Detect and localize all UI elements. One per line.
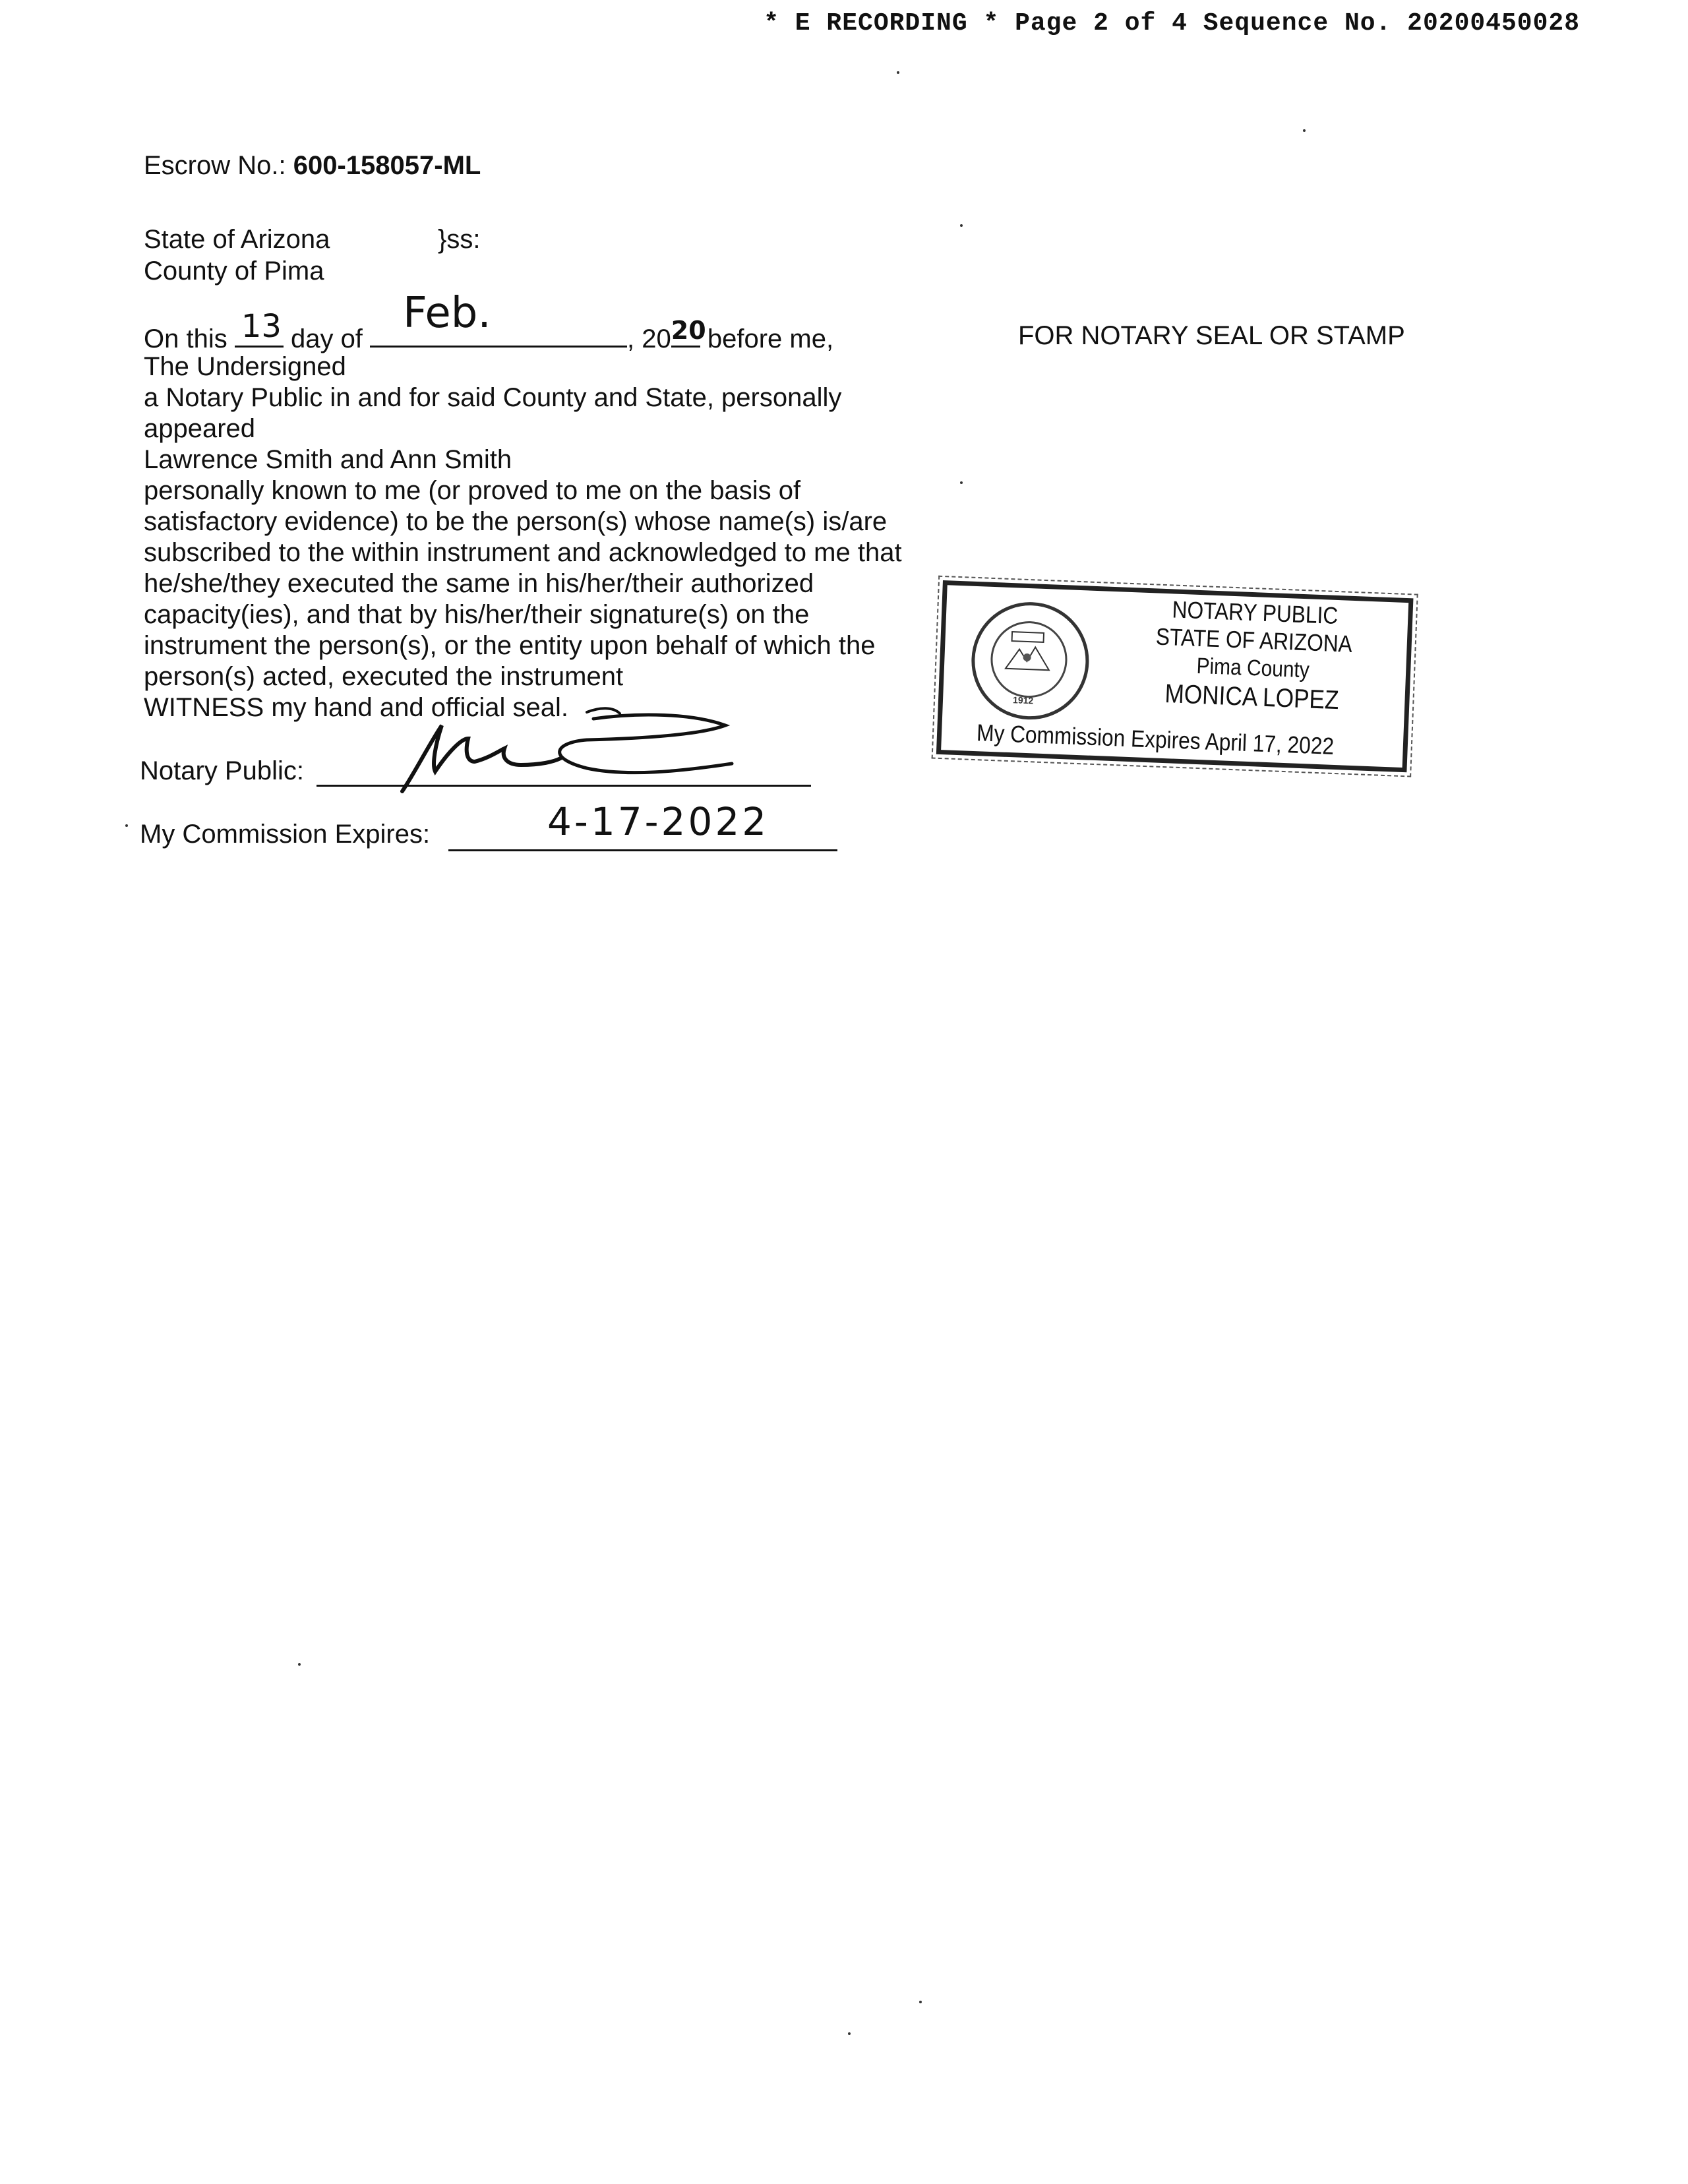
day-handwritten: 13 [241,308,282,345]
acknowledgment-body [144,351,902,723]
acknowledgment-line: appeared [144,414,256,443]
scan-speck [298,1663,301,1666]
acknowledgment-line: satisfactory evidence) to be the person(s) whose name(s) is/are [144,507,888,536]
day-of-text: day of [283,324,371,353]
month-handwritten: Feb. [403,289,491,338]
venue-state: State of Arizona [144,225,330,254]
recording-header: * E RECORDING * Page 2 of 4 Sequence No. 20200450028 [764,9,1580,38]
signer-names: Lawrence Smith and Ann Smith [144,445,512,474]
escrow-number: 600-158057-ML [293,151,481,180]
day-blank [235,308,284,348]
venue-county: County of Pima [144,257,324,286]
scan-speck [960,224,963,227]
year-handwritten: 20 [671,316,706,345]
witness-line: WITNESS my hand and official seal. [144,693,568,722]
acknowledgment-line: personally known to me (or proved to me on the basis of [144,476,801,505]
stamp-state: STATE OF ARIZONA [1155,622,1353,657]
acknowledgment-line: a Notary Public in and for said County and State, personally [144,383,842,412]
scan-speck [919,2001,922,2003]
acknowledgment-line: he/she/they executed the same in his/her/their authorized [144,569,814,598]
notary-public-label: Notary Public: [140,756,304,785]
notary-stamp [936,580,1424,790]
stamp-county: Pima County [1195,653,1310,683]
acknowledgment-line: The Undersigned [144,352,346,381]
stamp-notary-name: MONICA LOPEZ [1164,679,1340,715]
escrow-label: Escrow No.: [144,151,293,180]
before-me-text: before me, [700,324,834,353]
stamp-commission-expires: My Commission Expires April 17, 2022 [976,719,1335,760]
year-prefix-text: , 20 [627,324,671,353]
acknowledgment-line: instrument the person(s), or the entity upon behalf of which the [144,631,876,660]
scan-speck [1303,129,1306,132]
scan-speck [848,2032,851,2035]
seal-emblem-icon [992,622,1063,693]
venue-ss: }ss: [438,225,481,254]
acknowledgment-line: capacity(ies), and that by his/her/their signature(s) on the [144,600,810,629]
seal-year: 1912 [1012,694,1034,706]
on-this-text: On this [144,324,235,353]
year-blank [671,316,706,348]
commission-expires-label: My Commission Expires: [140,820,431,849]
scan-speck [960,481,963,484]
scan-speck [897,71,899,74]
seal-emblem [989,620,1068,699]
seal-area-label: FOR NOTARY SEAL OR STAMP [1018,321,1405,350]
stamp-text [1103,593,1404,718]
escrow-number-line [144,150,481,181]
acknowledgment-line: person(s) acted, executed the instrument [144,662,624,691]
acknowledgment-line: subscribed to the within instrument and acknowledged to me that [144,538,902,567]
notary-signature [389,699,745,798]
commission-date-handwritten: 4-17-2022 [547,799,769,844]
acknowledgment-date-line [144,289,834,355]
stamp-notary-public: NOTARY PUBLIC [1171,595,1339,630]
month-blank [370,289,627,348]
scan-speck [125,824,128,827]
